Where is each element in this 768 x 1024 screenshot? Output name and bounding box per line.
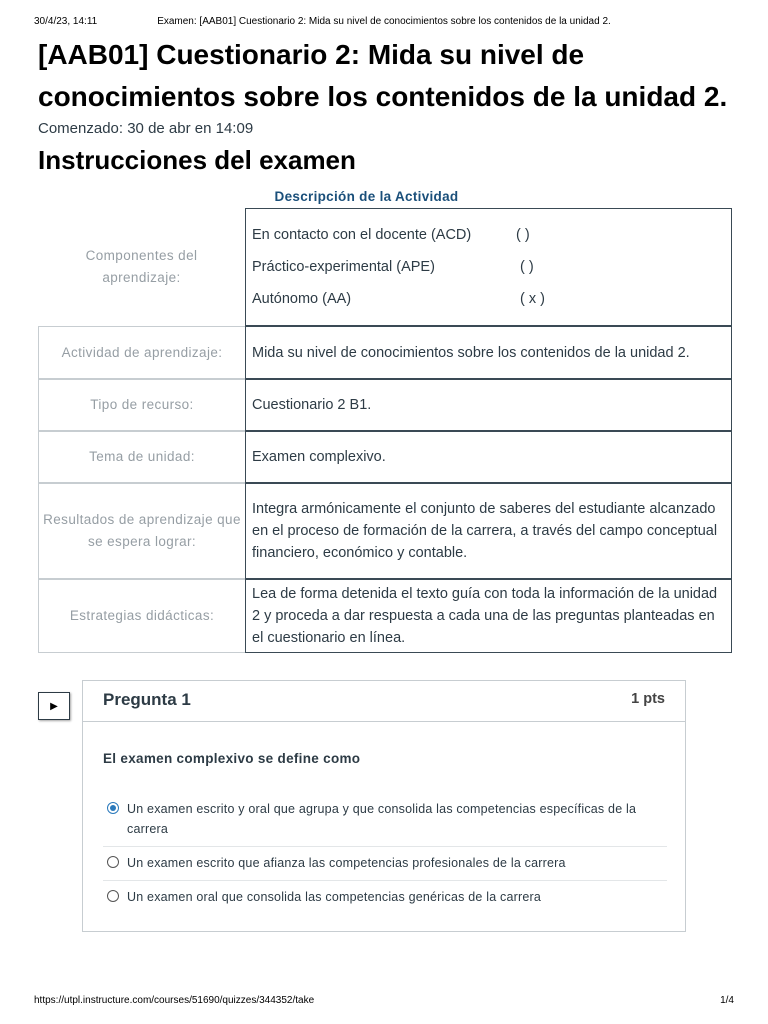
- answer-label: Un examen escrito que afianza las competencias profesionales de la carrera: [127, 856, 566, 870]
- strategies-row: [38, 579, 732, 653]
- question-header: [83, 681, 685, 722]
- strategies-value: Lea de forma detenida el texto guía con toda la información de la unidad 2 y proceda a dar respuesta a cada una de las preguntas planteadas en el cuestionario en línea.: [245, 579, 732, 653]
- answer-option[interactable]: [103, 887, 667, 911]
- activity-description-caption: Descripción de la Actividad: [274, 189, 459, 204]
- play-triangle-icon: ▶: [50, 700, 58, 712]
- answer-option[interactable]: [103, 853, 667, 881]
- question-name: Pregunta 1: [103, 690, 191, 709]
- expand-question-button[interactable]: [38, 692, 70, 720]
- component-mark: ( ): [520, 259, 534, 275]
- question-card: [82, 680, 686, 932]
- component-ape: [252, 251, 725, 283]
- component-mark: ( x ): [520, 291, 545, 307]
- component-aa: [252, 283, 725, 315]
- activity-row: [38, 326, 732, 379]
- component-mark: ( ): [516, 227, 530, 243]
- resource-type-label: Tipo de recurso:: [38, 379, 245, 431]
- components-value: [245, 208, 732, 326]
- activity-value: Mida su nivel de conocimientos sobre los contenidos de la unidad 2.: [245, 326, 732, 379]
- resource-type-value: Cuestionario 2 B1.: [245, 379, 732, 431]
- answer-label: Un examen escrito y oral que agrupa y que consolida las competencias específicas de la carrera: [127, 802, 637, 836]
- resource-type-row: [38, 379, 732, 431]
- learning-results-label: Resultados de aprendizaje que se espera lograr:: [38, 483, 245, 579]
- quiz-title: [AAB01] Cuestionario 2: Mida su nivel de conocimientos sobre los contenidos de la unidad 2.: [38, 39, 728, 112]
- page-url: https://utpl.instructure.com/courses/51690/quizzes/344352/take: [34, 995, 315, 1006]
- question-text: El examen complexivo se define como: [103, 751, 361, 766]
- radio-selected-icon[interactable]: [107, 802, 119, 814]
- page-number: 1/4: [720, 995, 734, 1006]
- print-header: [34, 12, 734, 32]
- learning-results-row: [38, 483, 732, 579]
- component-label: Autónomo (AA): [252, 291, 352, 307]
- activity-label: Actividad de aprendizaje:: [38, 326, 245, 379]
- question-points: 1 pts: [631, 691, 665, 707]
- answer-label: Un examen oral que consolida las competencias genéricas de la carrera: [127, 890, 542, 904]
- component-label: Práctico-experimental (APE): [252, 259, 435, 275]
- unit-topic-label: Tema de unidad:: [38, 431, 245, 483]
- answer-option[interactable]: [103, 799, 667, 847]
- strategies-label: Estrategias didácticas:: [38, 579, 245, 653]
- instructions-heading: Instrucciones del examen: [38, 145, 356, 175]
- components-row: [38, 208, 732, 326]
- component-acd: [252, 219, 725, 251]
- print-timestamp: 30/4/23, 14:11: [34, 16, 98, 27]
- unit-topic-value: Examen complexivo.: [245, 431, 732, 483]
- components-label: Componentes del aprendizaje:: [85, 248, 198, 285]
- radio-unselected-icon[interactable]: [107, 856, 119, 868]
- learning-results-value: Integra armónicamente el conjunto de saberes del estudiante alcanzado en el proceso de formación de la carrera, a través del campo conceptual financiero, económico y contable.: [245, 483, 732, 579]
- print-document-title: Examen: [AAB01] Cuestionario 2: Mida su nivel de conocimientos sobre los contenidos de la unidad 2.: [157, 16, 611, 27]
- radio-unselected-icon[interactable]: [107, 890, 119, 902]
- component-label: En contacto con el docente (ACD): [252, 227, 472, 243]
- unit-topic-row: [38, 431, 732, 483]
- started-timestamp: Comenzado: 30 de abr en 14:09: [38, 120, 254, 137]
